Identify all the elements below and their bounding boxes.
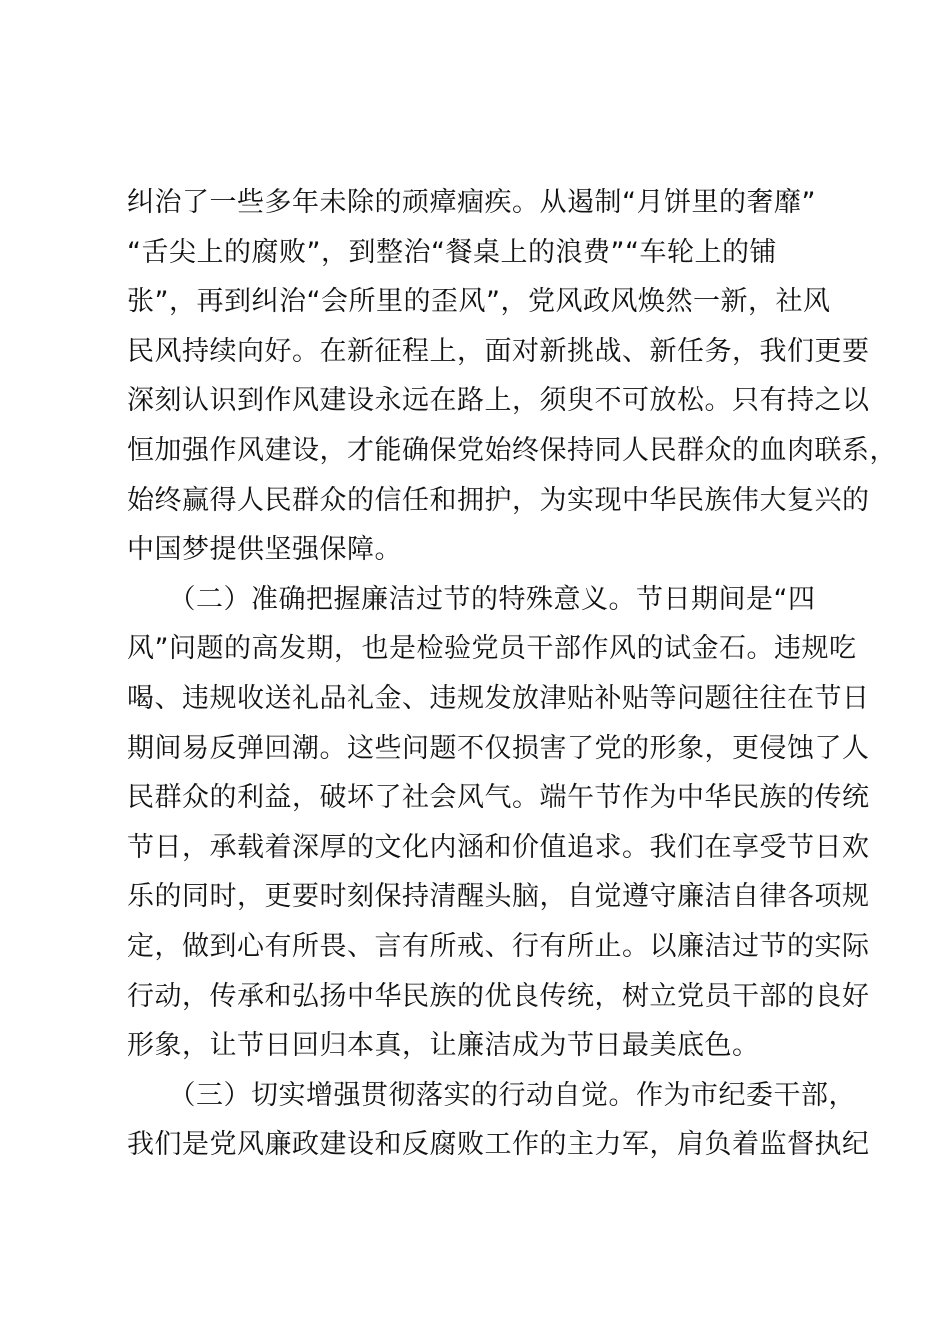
text-line: “舌尖上的腐败”，到整治“餐桌上的浪费”“车轮上的铺 bbox=[127, 236, 777, 268]
text-line: 形象，让节日回归本真，让廉洁成为节日最美底色。 bbox=[127, 1030, 760, 1062]
text-line: 期间易反弹回潮。这些问题不仅损害了党的形象，更侵蚀了人 bbox=[127, 732, 870, 764]
text-line: 行动，传承和弘扬中华民族的优良传统，树立党员干部的良好 bbox=[127, 980, 870, 1012]
text-line: （二）准确把握廉洁过节的特殊意义。节日期间是“四 bbox=[127, 583, 816, 615]
body-text bbox=[127, 178, 897, 1170]
text-line: 风”问题的高发期，也是检验党员干部作风的试金石。违规吃 bbox=[127, 633, 857, 665]
text-line: 喝、违规收送礼品礼金、违规发放津贴补贴等问题往往在节日 bbox=[127, 682, 870, 714]
text-line: 深刻认识到作风建设永远在路上，须臾不可放松。只有持之以 bbox=[127, 385, 870, 417]
text-line: 节日，承载着深厚的文化内涵和价值追求。我们在享受节日欢 bbox=[127, 831, 870, 863]
text-line: 张”，再到纠治“会所里的歪风”，党风政风焕然一新，社风 bbox=[127, 286, 831, 318]
text-line: （三）切实增强贯彻落实的行动自觉。作为市纪委干部， bbox=[127, 1079, 856, 1111]
text-line: 始终赢得人民群众的信任和拥护，为实现中华民族伟大复兴的 bbox=[127, 484, 870, 516]
text-line: 我们是党风廉政建设和反腐败工作的主力军，肩负着监督执纪 bbox=[127, 1129, 870, 1161]
text-line: 定，做到心有所畏、言有所戒、行有所止。以廉洁过节的实际 bbox=[127, 930, 870, 962]
text-line: 民群众的利益，破坏了社会风气。端午节作为中华民族的传统 bbox=[127, 782, 870, 814]
text-line: 民风持续向好。在新征程上，面对新挑战、新任务，我们更要 bbox=[127, 335, 870, 367]
text-line: 中国梦提供坚强保障。 bbox=[127, 534, 402, 566]
text-line: 乐的同时，更要时刻保持清醒头脑，自觉遵守廉洁自律各项规 bbox=[127, 881, 870, 913]
text-line: 恒加强作风建设，才能确保党始终保持同人民群众的血肉联系， bbox=[127, 434, 897, 466]
text-line: 纠治了一些多年未除的顽瘴痼疾。从遏制“月饼里的奢靡” bbox=[127, 187, 816, 218]
